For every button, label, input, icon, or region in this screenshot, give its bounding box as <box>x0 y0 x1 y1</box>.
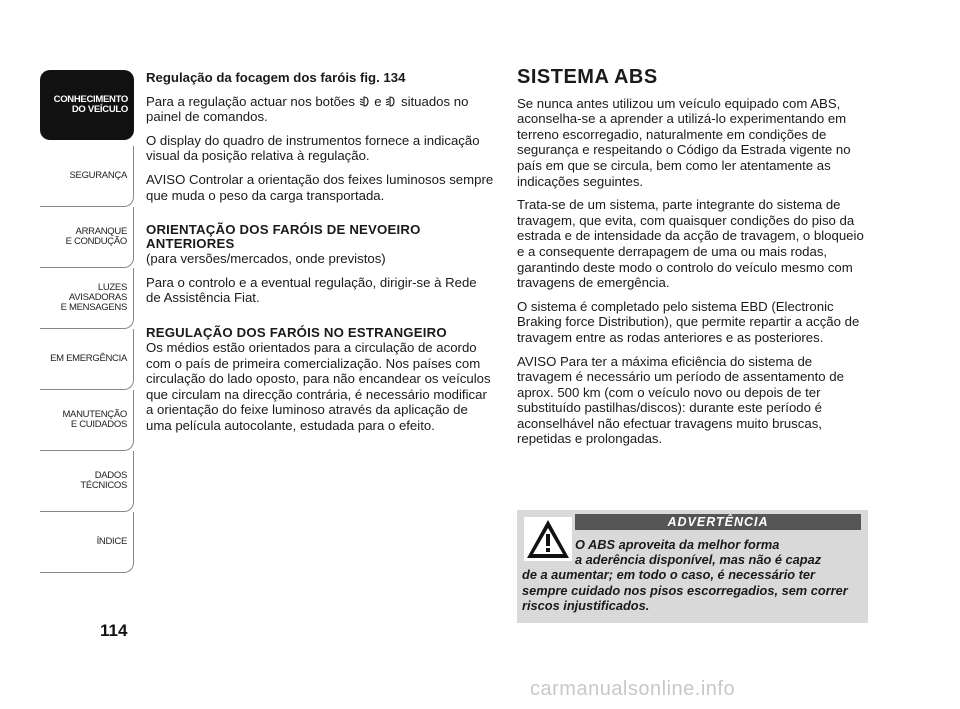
warning-box <box>517 510 868 623</box>
abs-title: SISTEMA ABS <box>517 66 658 88</box>
sidebar-tab-label: EM EMERGÊNCIA <box>50 353 127 364</box>
warning-rest: de a aumentar; em todo o caso, é necessário ter sempre cuidado nos pisos escorregadios, sem correr riscos injustificados. <box>522 567 848 613</box>
sidebar-tab[interactable] <box>40 390 134 451</box>
aviso-paragraph: AVISO Controlar a orientação dos feixes luminosos sempre que muda o peso da carga transportada. <box>146 171 494 203</box>
sidebar-tab-label: CONHECIMENTO DO VEÍCULO <box>53 94 128 115</box>
abs-paragraph-2: Trata-se de um sistema, parte integrante do sistema de travagem, que evita, com quaisquer condições do piso da estrada e de intensidade da acção de travagem, o bloqueio e a consequente derrapagem de uma ou mais rodas, garantindo deste modo o controlo do veículo mesmo com travagens de emergência. <box>517 197 864 291</box>
chapter-sidebar <box>40 70 134 573</box>
sidebar-tab[interactable] <box>40 512 134 573</box>
p1-before: Para a regulação actuar nos botões <box>146 93 355 109</box>
sidebar-tab[interactable] <box>40 329 134 390</box>
sidebar-tab-label: SEGURANÇA <box>69 170 127 181</box>
sidebar-tab[interactable] <box>40 70 134 140</box>
fog-lights-subtitle: (para versões/mercados, onde previstos) <box>146 251 386 267</box>
right-column <box>517 66 869 455</box>
left-column <box>146 70 494 442</box>
sidebar-tab-label: LUZES AVISADORAS E MENSAGENS <box>60 282 127 313</box>
fog-lights-heading: ORIENTAÇÃO DOS FARÓIS DE NEVOEIRO ANTERIORES <box>146 222 421 252</box>
p1-after: situados no painel de comandos. <box>146 93 469 125</box>
abs-paragraph-3: O sistema é completado pelo sistema EBD (Electronic Braking force Distribution), que permite repartir a acção de travagem entre as rodas anteriores e as posteriores. <box>517 298 860 345</box>
display-paragraph: O display do quadro de instrumentos fornece a indicação visual da posição relativa à regulação. <box>146 132 480 164</box>
sidebar-tab-label: ÍNDICE <box>96 536 127 547</box>
sidebar-tab[interactable] <box>40 268 134 329</box>
headlight-adjust-paragraph <box>146 94 494 125</box>
headlight-adjust-heading: Regulação da focagem dos faróis fig. 134 <box>146 70 406 85</box>
page-number: 114 <box>100 621 128 640</box>
abroad-paragraph: Os médios estão orientados para a circulação de acordo com o país de primeira comercialização. Nos países com circulação do lado oposto, para não encandear os veículos que circulam na direcção contrária, é necessário modificar a orientação do feixe luminoso através da aplicação de uma película autocolante, estudada para o efeito. <box>146 339 491 433</box>
sidebar-tab-label: MANUTENÇÃO E CUIDADOS <box>62 409 127 430</box>
warning-line-1: O ABS aproveita da melhor forma <box>575 537 780 552</box>
warning-text <box>522 537 864 613</box>
sidebar-tab-label: DADOS TÉCNICOS <box>80 470 127 491</box>
abs-paragraph-4: AVISO Para ter a máxima eficiência do sistema de travagem é necessário um período de assentamento de aprox. 500 km (com o veículo novo ou depois de ter substituído pastilhas/discos): durante este período é aconselhável não efectuar travagens muito bruscas, repetidas e prolongadas. <box>517 353 844 447</box>
fog-lights-paragraph: Para o controlo e a eventual regulação, dirigir-se à Rede de Assistência Fiat. <box>146 274 477 306</box>
sidebar-tab[interactable] <box>40 207 134 268</box>
p1-mid: e <box>374 93 382 109</box>
headlight-down-icon <box>359 96 371 107</box>
warning-header: ADVERTÊNCIA <box>575 514 861 530</box>
watermark: carmanualsonline.info <box>530 678 736 700</box>
headlight-up-icon <box>385 96 397 107</box>
sidebar-tab[interactable] <box>40 451 134 512</box>
abroad-heading: REGULAÇÃO DOS FARÓIS NO ESTRANGEIRO <box>146 324 447 340</box>
sidebar-tab[interactable] <box>40 146 134 207</box>
sidebar-tab-label: ARRANQUE E CONDUÇÃO <box>65 226 127 247</box>
warning-line-2: a aderência disponível, mas não é capaz <box>575 552 822 568</box>
abs-paragraph-1: Se nunca antes utilizou um veículo equipado com ABS, aconselha-se a aprender a utilizá-lo experimentando em terreno escorregadio, naturalmente em condições de segurança e respeitando o Código da Estrada vigente no país em que se circula, bem como ler atentamente as indicações seguintes. <box>517 95 851 189</box>
